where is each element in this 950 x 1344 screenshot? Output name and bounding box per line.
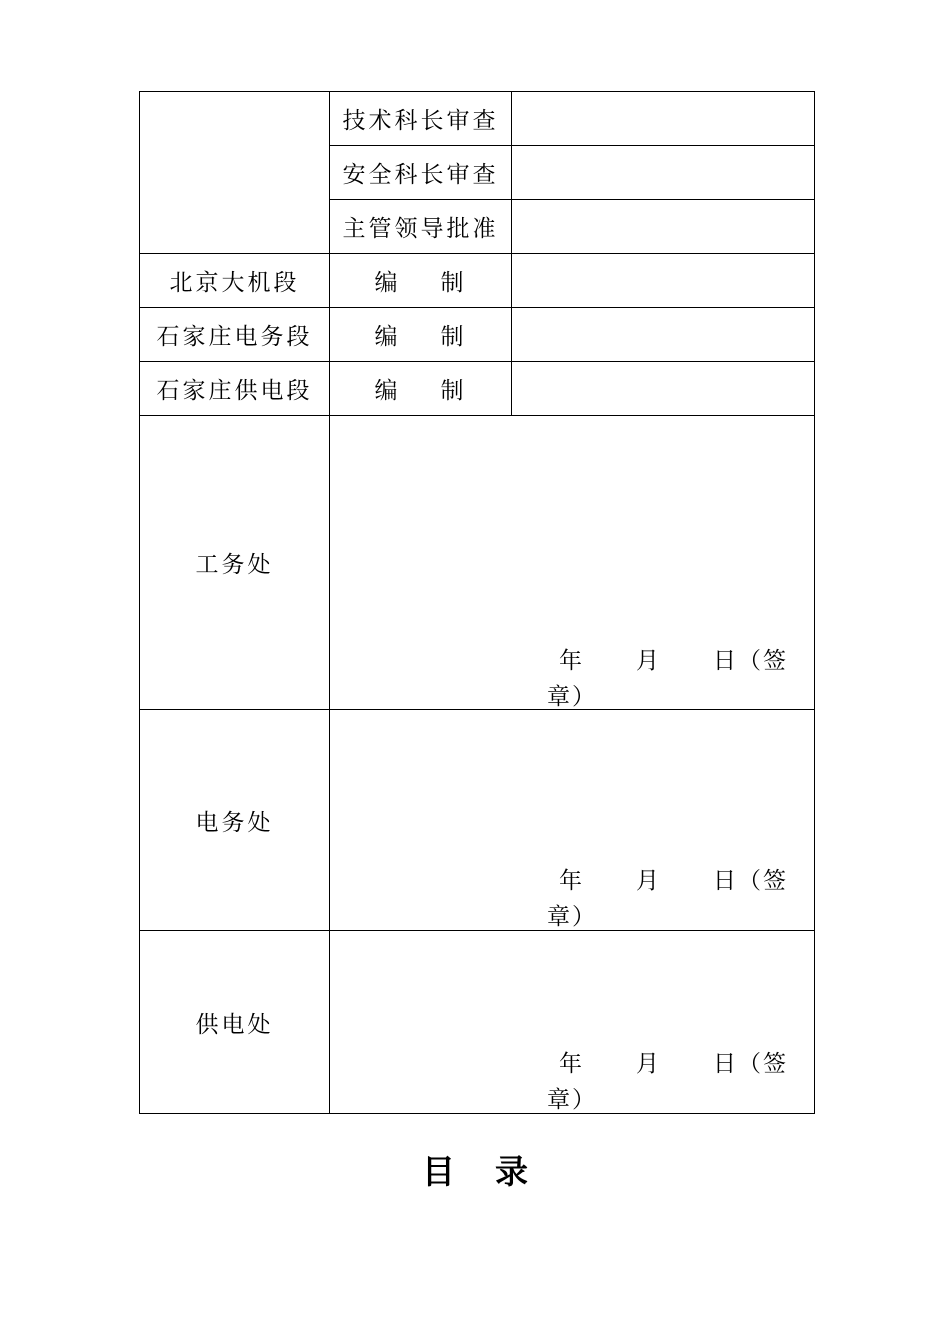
unit-signature-field[interactable]: [512, 254, 815, 308]
blank-cell: [140, 92, 330, 254]
role-signature-field[interactable]: [512, 146, 815, 200]
day-sign-label: 日（签: [713, 1051, 788, 1077]
month-label: 月: [636, 868, 661, 894]
month-label: 月: [636, 648, 661, 674]
signature-date-line: [559, 1045, 799, 1078]
action-char: 制: [440, 324, 467, 350]
heading-char: 目: [422, 1152, 455, 1191]
department-label: 供电处: [140, 931, 330, 1114]
unit-label: 石家庄电务段: [140, 308, 330, 362]
table-row: [140, 308, 815, 362]
signature-date-line: [559, 642, 799, 675]
unit-label: 石家庄供电段: [140, 362, 330, 416]
action-char: 编: [374, 324, 401, 350]
year-label: 年: [559, 868, 584, 894]
day-sign-label: 日（签: [713, 648, 788, 674]
table-row: [140, 92, 815, 146]
month-label: 月: [636, 1051, 661, 1077]
contents-heading: [0, 1146, 950, 1193]
table-row: [140, 931, 815, 1114]
approval-form-table: [139, 91, 815, 1114]
action-label: [330, 254, 512, 308]
role-signature-field[interactable]: [512, 200, 815, 254]
signature-end-line: 章）: [547, 684, 597, 710]
signature-end-line: 章）: [547, 904, 597, 930]
department-opinion-field[interactable]: [330, 416, 815, 710]
year-label: 年: [559, 1051, 584, 1077]
action-char: 制: [440, 270, 467, 296]
table-row: [140, 254, 815, 308]
role-signature-field[interactable]: [512, 92, 815, 146]
department-opinion-field[interactable]: [330, 931, 815, 1114]
unit-label: 北京大机段: [140, 254, 330, 308]
role-label: 技术科长审查: [330, 92, 512, 146]
action-char: 制: [440, 378, 467, 404]
day-sign-label: 日（签: [713, 868, 788, 894]
unit-signature-field[interactable]: [512, 308, 815, 362]
role-label: 主管领导批准: [330, 200, 512, 254]
unit-signature-field[interactable]: [512, 362, 815, 416]
action-char: 编: [374, 270, 401, 296]
action-label: [330, 362, 512, 416]
heading-char: 录: [495, 1152, 528, 1191]
year-label: 年: [559, 648, 584, 674]
department-label: 工务处: [140, 416, 330, 710]
table-row: [140, 362, 815, 416]
action-label: [330, 308, 512, 362]
table-row: [140, 710, 815, 931]
table-row: [140, 416, 815, 710]
role-label: 安全科长审查: [330, 146, 512, 200]
action-char: 编: [374, 378, 401, 404]
signature-end-line: 章）: [547, 1087, 597, 1113]
department-opinion-field[interactable]: [330, 710, 815, 931]
department-label: 电务处: [140, 710, 330, 931]
signature-date-line: [559, 862, 799, 895]
